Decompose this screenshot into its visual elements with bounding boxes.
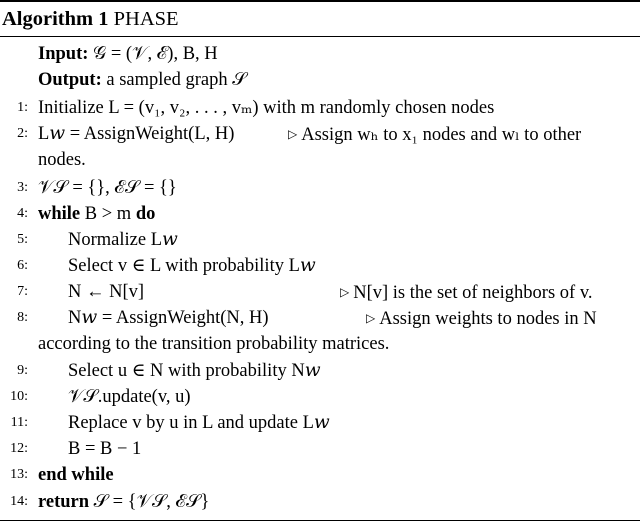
line-continuation: nodes. (38, 150, 86, 170)
end-while-keyword: end while (38, 465, 114, 485)
algo-line-11 (0, 410, 640, 436)
line-number: 10: (10, 389, 28, 404)
algo-line-1 (0, 95, 640, 121)
algo-line-12 (0, 436, 640, 462)
line-continuation: according to the transition probability matrices. (38, 334, 390, 354)
algo-line-2 (0, 121, 640, 147)
line-code: B = B − 1 (68, 439, 142, 459)
line-number: 3: (17, 180, 28, 195)
input-text: 𝒢 = (𝒱, ℰ), B, H (93, 44, 218, 64)
line-comment: ▷ Assign wₕ to x₁ nodes and wₗ to other (288, 125, 582, 145)
bottom-rule (0, 520, 640, 521)
algo-line-14 (0, 489, 640, 515)
output-label: Output: (38, 70, 102, 90)
line-number: 9: (17, 363, 28, 378)
input-label: Input: (38, 44, 89, 64)
output-text: a sampled graph 𝒮 (106, 70, 247, 90)
return-value: 𝒮 = {𝒱𝒮, ℰ𝒮} (93, 492, 210, 512)
line-number: 12: (10, 441, 28, 456)
algo-line-8-continued (0, 331, 640, 357)
algo-line-7 (0, 279, 640, 305)
line-code: Normalize L𝑤 (68, 230, 178, 250)
return-keyword: return (38, 492, 90, 512)
line-number: 1: (17, 100, 28, 115)
do-keyword: do (135, 204, 156, 224)
line-code: Select v ∈ L with probability L𝑤 (68, 256, 316, 276)
while-condition: B > m (84, 204, 132, 224)
line-number: 5: (17, 232, 28, 247)
input-line (0, 41, 640, 67)
line-number: 4: (17, 206, 28, 221)
caption-rule (0, 36, 640, 37)
line-number: 11: (10, 415, 28, 430)
line-number: 8: (17, 310, 28, 325)
line-code: Select u ∈ N with probability N𝑤 (68, 361, 321, 381)
line-code: 𝒱𝒮 = {}, ℰ𝒮 = {} (38, 178, 177, 198)
line-code: N𝑤 = AssignWeight(N, H) (68, 308, 269, 328)
line-code: L𝑤 = AssignWeight(L, H) (38, 124, 235, 144)
line-number: 6: (17, 258, 28, 273)
line-number: 2: (17, 126, 28, 141)
comment-triangle-icon: ▷ (288, 127, 298, 141)
caption-title: PHASE (113, 8, 179, 30)
line-comment: ▷ Assign weights to nodes in N (366, 309, 597, 329)
line-code: N ← N[v] (68, 282, 145, 302)
comment-triangle-icon: ▷ (366, 311, 376, 325)
algo-line-8 (0, 305, 640, 331)
algo-line-3 (0, 175, 640, 201)
line-number: 13: (10, 467, 28, 482)
line-code: 𝒱𝒮.update(v, u) (68, 387, 191, 407)
algorithm-caption (2, 6, 179, 32)
output-line (0, 67, 640, 93)
algo-line-9 (0, 358, 640, 384)
while-keyword: while (38, 204, 81, 224)
algo-line-5 (0, 227, 640, 253)
line-code: Initialize L = (v₁, v₂, . . . , vₘ) with m randomly chosen nodes (38, 98, 495, 118)
algo-line-2-continued (0, 147, 640, 173)
line-code: Replace v by u in L and update L𝑤 (68, 413, 330, 433)
algo-line-6 (0, 253, 640, 279)
line-number: 7: (17, 284, 28, 299)
algo-line-4 (0, 201, 640, 227)
comment-triangle-icon: ▷ (340, 285, 350, 299)
line-comment: ▷ N[v] is the set of neighbors of v. (340, 283, 593, 303)
caption-label: Algorithm 1 (2, 8, 109, 30)
line-number: 14: (10, 494, 28, 509)
algo-line-10 (0, 384, 640, 410)
algo-line-13 (0, 462, 640, 488)
top-rule (0, 0, 640, 2)
